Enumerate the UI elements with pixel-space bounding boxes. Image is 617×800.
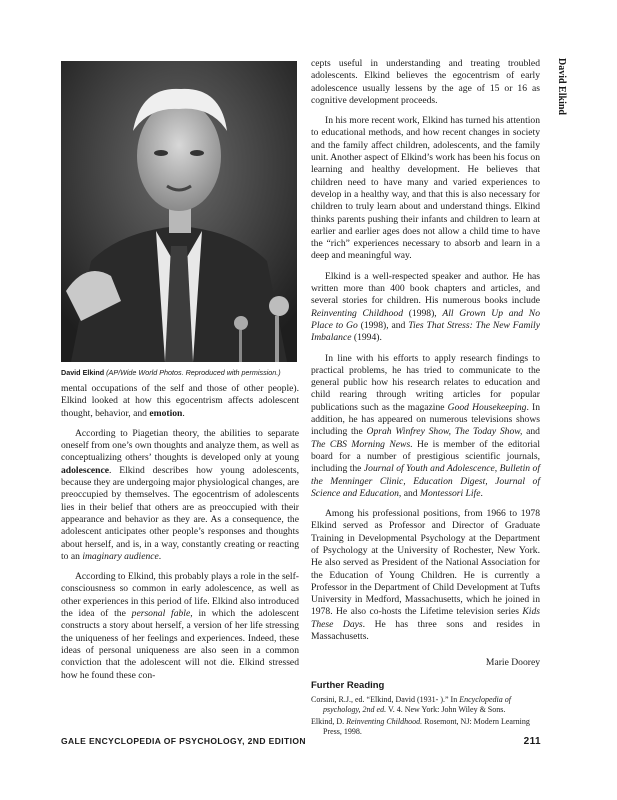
reference-item: Corsini, R.J., ed. “Elkind, David (1931- ).” In Encyclopedia of psychology, 2nd ed. V. 4. New York: John Wiley & Sons.	[311, 694, 511, 714]
paragraph: According to Elkind, this probably plays a role in the self-consciousness so common in early adolescence, as well as other experiences in this period of life. Elkind also introduced the idea of the personal fable, in which the adolescent constructs a story about herself, a version of her life stressing the uniqueness of her feelings and experiences. Indeed, these ideas of personal uniqueness are also seen in a common conviction that the adolescent will not die. Elkind stressed how he found these con-	[61, 571, 299, 681]
paragraph: mental occupations of the self and those of other people). Elkind looked at how this egocentrism affects adolescent thought, behavior, and emotion.	[61, 383, 299, 419]
portrait-photo	[61, 61, 297, 362]
paragraph: According to Piagetian theory, the abilities to separate oneself from one’s own thoughts and analyze them, as well as conceptualizing others’ thoughts is developed only at young adolescence. Elkind describes how young adolescents, because they are undergoing major physiological changes, are preoccupied by themselves. The egocentrism of adolescents lies in their belief that others are as preoccupied with their appearance and behavior as they are. As a consequence, the adolescent anticipates other people’s responses and thoughts about herself, and is, in a way, constantly creating or reacting to an imaginary audience.	[61, 427, 299, 562]
page-number: 211	[523, 736, 541, 747]
caption-credit: (AP/Wide World Photos. Reproduced with permission.)	[106, 368, 281, 377]
left-column	[61, 383, 299, 690]
paragraph: cepts useful in understanding and treating troubled adolescents. Elkind believes the egocentrism of early adolescence usually lessens by the age of 15 or 16 as cognitive development proceeds.	[311, 58, 540, 106]
author-signature: Marie Doorey	[485, 657, 540, 669]
portrait-illustration	[61, 61, 297, 362]
reference-item: Elkind, D. Reinventing Childhood. Rosemont, NJ: Modern Learning Press, 1998.	[311, 716, 530, 736]
paragraph: Elkind is a well-respected speaker and author. He has written more than 400 book chapters and articles, and several stories for children. His numerous books include Reinventing Childhood (1998), All Grown Up and No Place to Go (1998), and Ties That Stress: The New Family Imbalance (1994).	[311, 270, 540, 344]
footer-title: GALE ENCYCLOPEDIA OF PSYCHOLOGY, 2ND EDITION	[61, 736, 306, 746]
paragraph: In his more recent work, Elkind has turned his attention to educational methods, and how recent changes in society and the family affect children, adolescents, and the family unit. Another aspect of Elkind’s work has been his focus on learning and healthy development. He believes that children need to have many and varied experiences to develop in a healthy way, and that this is also necessary for children to truly learn about and understand things. Elkind thinks parents pushing their infants and children to learn at earlier and earlier ages does not allow a child time to have the “rich” experiences necessary to absorb and learn in a deep and meaningful way.	[311, 115, 540, 262]
paragraph: Among his professional positions, from 1966 to 1978 Elkind served as Professor and Director of Graduate Training in Developmental Psychology at the Department of Psychology at the University of Rochester, New York. He also served as President of the National Association for the Education of Young Children. He is currently a Professor in the Department of Child Development at Tufts University in Medford, Massachusetts, which he joined in 1978. He also co-hosts the Lifetime television series Kids These Days. He has three sons and resides in Massachusetts.	[311, 508, 540, 643]
photo-caption	[61, 368, 297, 377]
caption-name: David Elkind	[61, 368, 105, 377]
further-reading-heading: Further Reading	[311, 679, 385, 691]
paragraph: In line with his efforts to apply research findings to practical problems, he has tried to communicate to the general public how his research relates to education and child rearing through writing articles for popular publications such as the magazine Good Housekeeping. In addition, he has appeared on numerous televisions shows including the Oprah Winfrey Show, The Today Show, and The CBS Morning News. He is member of the editorial board for a number of prestigious scientific journals, including the Journal of Youth and Adolescence, Bulletin of the Menninger Clinic, Education Digest, Journal of Science and Education, and Montessori Life.	[311, 352, 540, 499]
running-head: David Elkind	[556, 58, 567, 115]
page-footer	[61, 736, 541, 746]
right-column	[311, 58, 540, 739]
